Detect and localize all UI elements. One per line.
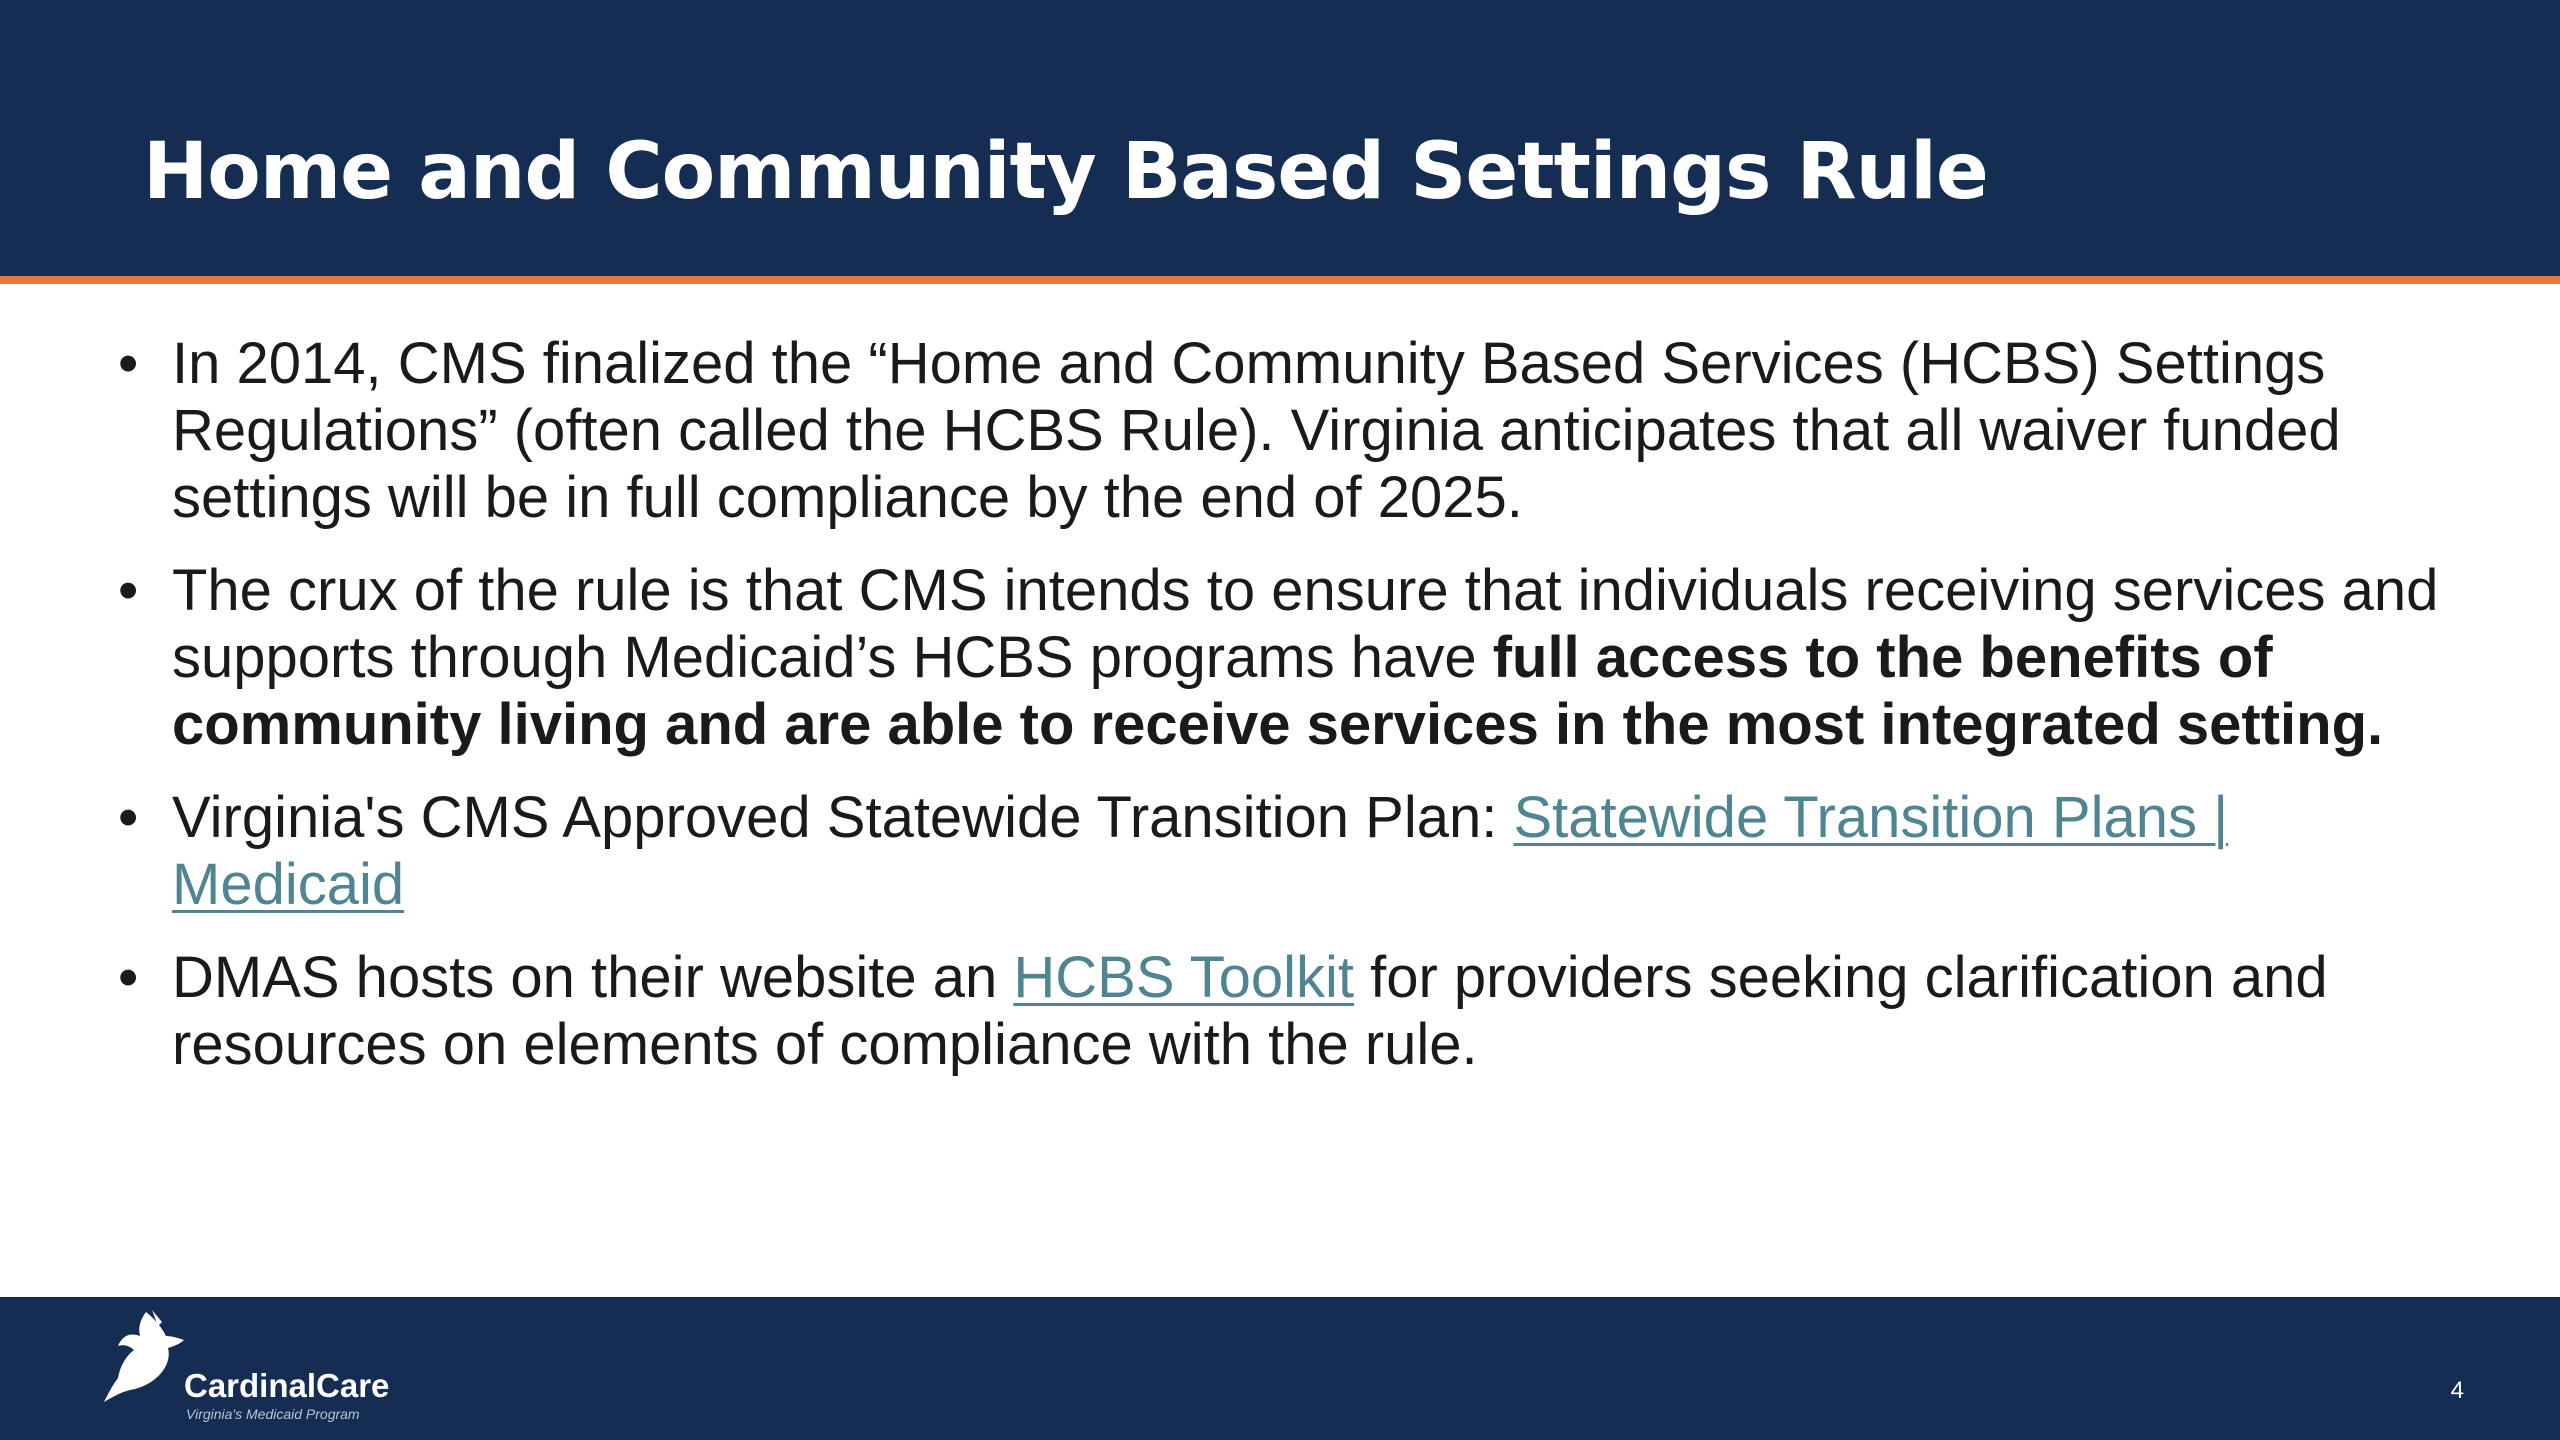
slide-body <box>118 330 2468 1104</box>
bullet-list <box>118 330 2468 1078</box>
bullet-text: DMAS hosts on their website an <box>172 945 1014 1010</box>
bullet-text: Virginia's CMS Approved Statewide Transition Plan: <box>172 785 1514 850</box>
title-banner <box>0 0 2560 276</box>
bullet-text: for providers seeking clarification and resources on elements of compliance with the rule. <box>172 945 2328 1077</box>
cardinal-care-logo <box>100 1306 420 1432</box>
page-number: 4 <box>2450 1377 2464 1404</box>
accent-divider <box>0 276 2560 284</box>
cardinal-bird-icon <box>100 1306 186 1406</box>
bullet-emphasis: full access to the benefits of community living and are able to receive services in the most integrated setting. <box>172 625 2384 757</box>
hcbs-toolkit-link[interactable]: HCBS Toolkit <box>1013 945 1355 1010</box>
logo-tagline: Virginia's Medicaid Program <box>186 1406 360 1422</box>
bullet-text: In 2014, CMS finalized the “Home and Community Based Services (HCBS) Settings Regulations” (often called the HCBS Rule). Virginia anticipates that all waiver funded settings will be in full compliance by the end of 2025. <box>172 331 2341 530</box>
bullet-transition-plan <box>118 784 2468 918</box>
bullet-hcbs-regulations <box>118 330 2468 531</box>
logo-wordmark: CardinalCare <box>184 1367 390 1404</box>
bullet-text: The crux of the rule is that CMS intends to ensure that individuals receiving services and supports through Medicaid’s HCBS programs have <box>172 558 2439 690</box>
bullet-rule-crux <box>118 557 2468 758</box>
bullet-hcbs-toolkit <box>118 944 2468 1078</box>
statewide-transition-plans-link[interactable]: Statewide Transition Plans | Medicaid <box>172 785 2229 917</box>
slide-title: Home and Community Based Settings Rule <box>143 127 1988 217</box>
